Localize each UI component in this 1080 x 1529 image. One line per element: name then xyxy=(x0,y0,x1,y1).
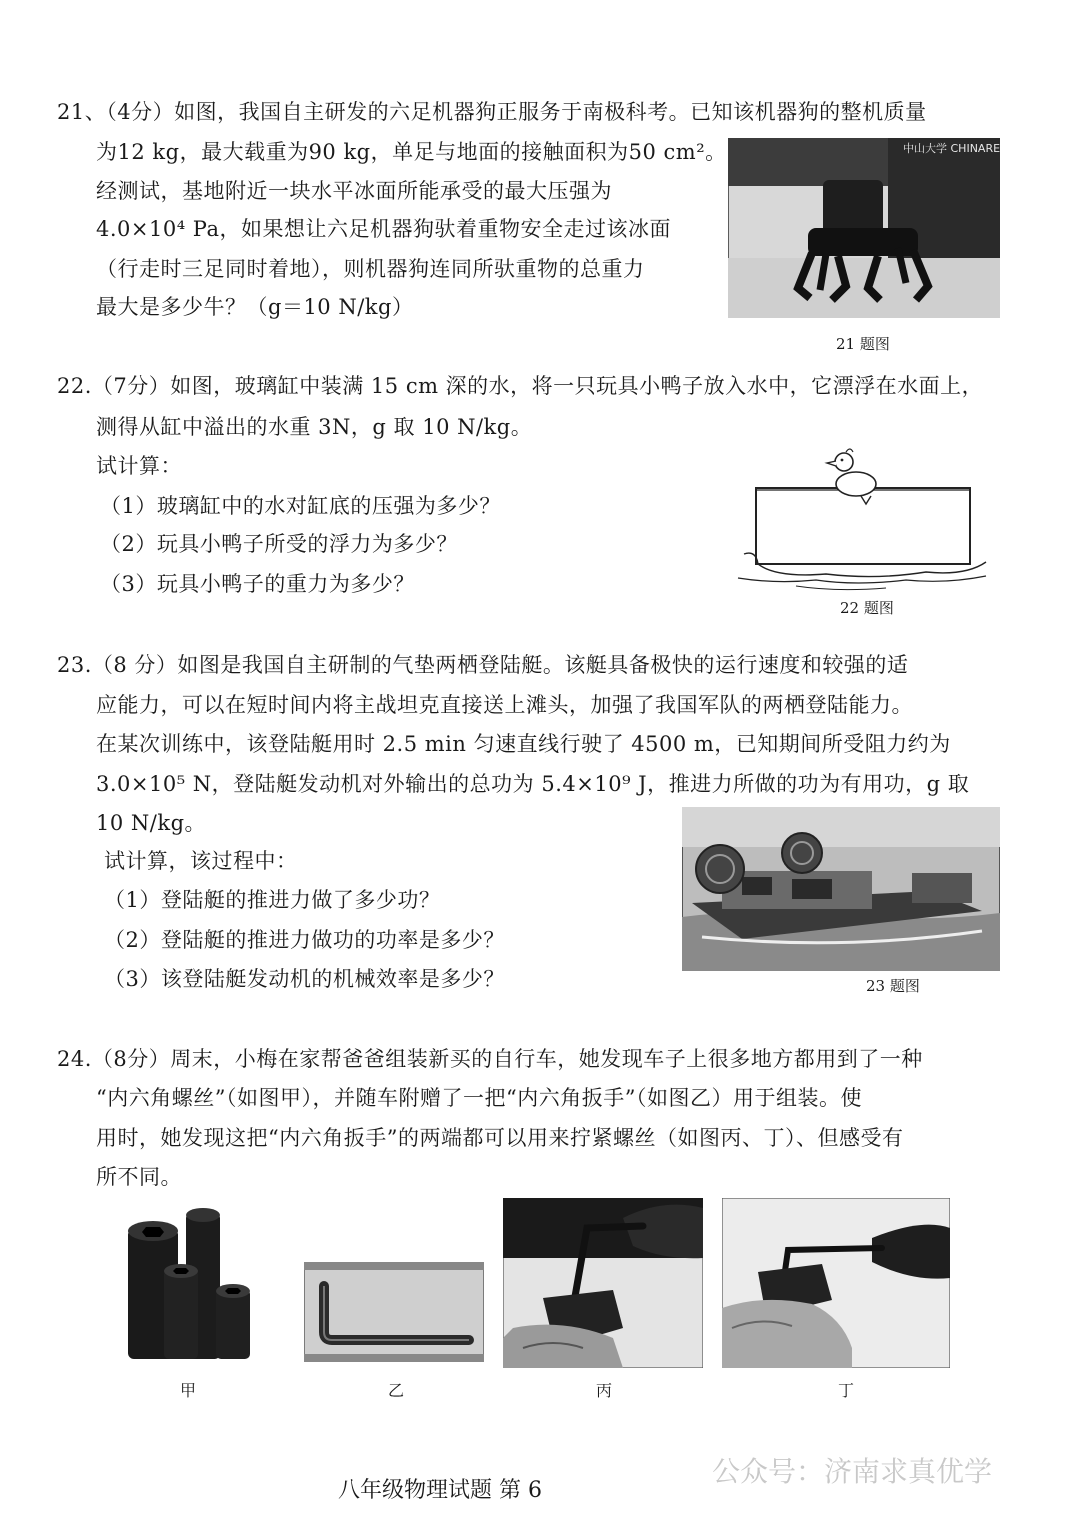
label-yi: 乙 xyxy=(388,1381,405,1400)
q23-caption: 23 题图 xyxy=(866,977,920,995)
q23-line-4: 3.0×10⁵ N，登陆艇发动机对外输出的总功为 5.4×10⁹ J，推进力所做的功为有用功，g 取 xyxy=(96,772,970,796)
q21-line-6: 最大是多少牛？（g＝10 N/kg） xyxy=(96,295,414,319)
hex-key-figure xyxy=(304,1262,484,1362)
q23-line-1: 23.（8 分）如图是我国自主研制的气垫两栖登陆艇。该艇具备极快的运行速度和较强的适 xyxy=(57,653,909,677)
q22-line-1: 22.（7分）如图，玻璃缸中装满 15 cm 深的水，将一只玩具小鸭子放入水中，它漂浮在水面上， xyxy=(57,374,984,398)
wrench-use-bing-figure xyxy=(503,1198,703,1368)
glass-tank-duck-figure xyxy=(736,446,996,596)
q23-line-8: （2）登陆艇的推进力做功的功率是多少？ xyxy=(104,928,505,952)
watermark: 公众号：济南求真优学 xyxy=(712,1455,993,1488)
q21-line-3: 经测试，基地附近一块水平冰面所能承受的最大压强为 xyxy=(96,179,612,203)
q21-line-5: （行走时三足同时着地），则机器狗连同所驮重物的总重力 xyxy=(96,257,645,281)
wrench-use-ding-figure xyxy=(722,1198,950,1368)
q23-line-9: （3）该登陆艇发动机的机械效率是多少？ xyxy=(104,967,505,991)
q23-line-7: （1）登陆艇的推进力做了多少功？ xyxy=(104,888,441,912)
q21-line-4: 4.0×10⁴ Pa，如果想让六足机器狗驮着重物安全走过该冰面 xyxy=(96,217,672,241)
q21-line-1: 21、（4分）如图，我国自主研发的六足机器狗正服务于南极科考。已知该机器狗的整机质量 xyxy=(57,100,927,124)
hovercraft-photo xyxy=(682,807,1000,971)
label-jia: 甲 xyxy=(180,1381,197,1400)
q24-line-4: 所不同。 xyxy=(96,1165,182,1189)
q23-line-3: 在某次训练中，该登陆艇用时 2.5 min 匀速直线行驶了 4500 m，已知期间所受阻力约为 xyxy=(96,732,951,756)
q23-line-5: 10 N/kg。 xyxy=(96,811,207,835)
q24-line-3: 用时，她发现这把“内六角扳手”的两端都可以用来拧紧螺丝（如图丙、丁）、但感受有 xyxy=(96,1126,904,1150)
q24-line-1: 24.（8分）周末，小梅在家帮爸爸组装新买的自行车，她发现车子上很多地方都用到了一种 xyxy=(57,1047,923,1071)
q22-line-5: （2）玩具小鸭子所受的浮力为多少？ xyxy=(100,532,458,556)
q22-line-6: （3）玩具小鸭子的重力为多少？ xyxy=(100,572,415,596)
q23-line-2: 应能力，可以在短时间内将主战坦克直接送上滩头，加强了我国军队的两栖登陆能力。 xyxy=(96,693,913,717)
page-footer: 八年级物理试题 第 6 xyxy=(338,1478,542,1503)
q22-caption: 22 题图 xyxy=(840,599,894,617)
q24-line-2: “内六角螺丝”（如图甲），并随车附赠了一把“内六角扳手”（如图乙）用于组装。使 xyxy=(96,1086,862,1110)
robot-dog-photo xyxy=(728,138,1000,318)
q22-line-2: 测得从缸中溢出的水重 3N，g 取 10 N/kg。 xyxy=(96,415,533,439)
q21-line-2: 为12 kg，最大载重为90 kg，单足与地面的接触面积为50 cm²。 xyxy=(96,140,727,164)
label-ding: 丁 xyxy=(838,1381,855,1400)
hex-screws-figure xyxy=(120,1205,260,1365)
robot-photo-text: 中山大学 CHINARE xyxy=(903,142,1000,155)
q23-line-6: 试计算，该过程中： xyxy=(104,849,298,873)
q22-line-3: 试计算： xyxy=(96,454,182,478)
label-bing: 丙 xyxy=(596,1381,613,1400)
q21-caption: 21 题图 xyxy=(836,335,890,353)
q22-line-4: （1）玻璃缸中的水对缸底的压强为多少？ xyxy=(100,494,501,518)
